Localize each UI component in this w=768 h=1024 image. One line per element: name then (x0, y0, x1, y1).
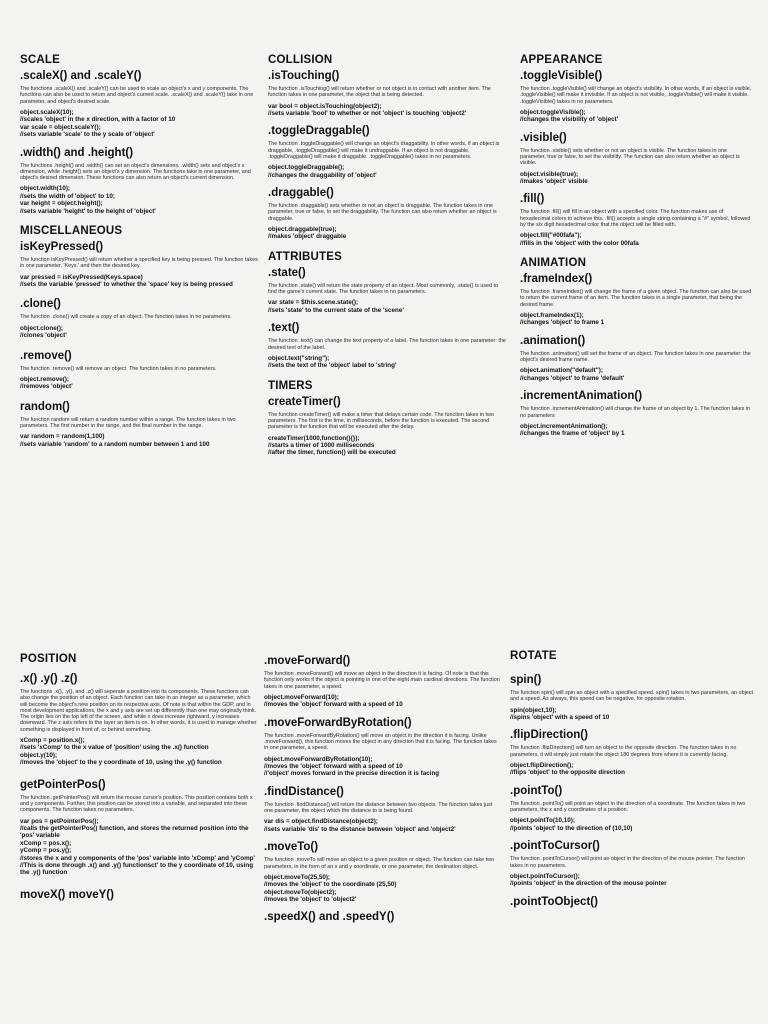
function-description: The function .remove() will remove an object. The function takes in no parameters. (20, 365, 217, 372)
bottom-column-1 (20, 653, 258, 905)
function-name: random() (20, 400, 70, 413)
section-title-rotate: ROTATE (510, 650, 557, 662)
code-example: object.frameIndex(1); //changes 'object' to frame 1 (520, 312, 605, 327)
function-description: The function .toggleDraggable() will change an object's draggability. In other words, if an object is draggable, .toggleDraggable() will make it undraggable. If an object is not draggable, .toggleDraggable() will make it draggable. .toggleDraggable() takes in no parameters. (268, 141, 500, 160)
section-title-collision: COLLISION (268, 54, 333, 66)
function-description: The function .flipDirection() will turn an object to the opposite direction. The function takes in no parameters, it will simply just rotate the object 180 degrees from where it is currently facing. (510, 745, 737, 758)
code-example: object.draggable(true); //makes 'object' draggable (268, 226, 347, 241)
function-name: .pointToCursor() (510, 840, 600, 853)
function-description: The function spin() will spin an object with a specified speed. spin() takes in two parameters, an object and a speed. As always, this speed can be negative, for opposite rotation. (510, 690, 753, 703)
function-name: .text() (268, 322, 300, 335)
function-description: The function .incrementAnimation() will change the frame of an object by 1. The function takes in no parameters (520, 406, 751, 419)
function-description: The functions .height() and .width() can set an object's dimensions. .width() sets and object's x dimension, while .height() sets an object's y dimension. The functions take in one parameter, and object's desired dimension. These functions can also return an object's current dimension. (20, 162, 251, 182)
code-example: object.pointTo(10,10); //points 'object' to the direction of (10,10) (510, 817, 633, 832)
top-column-3 (520, 54, 754, 440)
function-name: spin() (510, 674, 542, 686)
section-title-scale: SCALE (20, 54, 60, 66)
function-description: The function .findDistance() will return the distance between two objects. The function takes just one parameter, the object which the distance to is being found. (264, 801, 493, 815)
function-name: .x() .y() .z() (20, 673, 78, 685)
function-name: isKeyPressed() (20, 241, 104, 254)
section-title-miscellaneous: MISCELLANEOUS (20, 225, 123, 238)
section-title-attributes: ATTRIBUTES (268, 250, 342, 263)
function-name: .draggable() (268, 187, 334, 200)
function-description: The function .toggleVisible() will change an object's visibility. In other words, if an object is visible, .toggleVisible() will make it invisible. If an object is not visible, .toggleVisible() will make it visible. .toggleVisible() takes in no parameters. (520, 86, 752, 105)
function-name: .visible() (520, 131, 567, 144)
code-example: xComp = position.x(); //sets 'xComp' to the x value of 'position' using the .x() function object.y(10); //moves the 'object' to the y coordinate of 10, using the .y() function (20, 737, 222, 767)
code-example: var state = $this.scene.state(); //sets 'state' to the current state of the 'scene' (268, 299, 404, 314)
section-title-animation: ANIMATION (520, 257, 587, 270)
function-name: getPointerPos() (20, 778, 106, 791)
code-example: object.remove(); //removes 'object' (20, 375, 73, 391)
code-example: object.animation("default"); //changes 'object' to frame 'default' (520, 367, 625, 382)
function-name: .findDistance() (264, 785, 344, 798)
code-example: object.clone(); //clones 'object' (20, 324, 67, 340)
code-example: var pressed = isKeyPressed(Keys.space) //sets the variable 'pressed' to whether the 'space' key is being pressed (20, 273, 233, 289)
bottom-column-3 (510, 650, 754, 912)
function-name: .incrementAnimation() (520, 390, 643, 403)
code-example: var random = random(1,100) //sets variable 'random' to a random number between 1 and 100 (20, 433, 210, 448)
function-description: The function .moveForwardByRotation() will move an object in the direction it is facing. Unlike .moveForward(), this function moves the object in any direction that it is facing. The function takes in one parameter, a speed. (264, 732, 497, 752)
function-name: moveX() moveY() (20, 888, 114, 901)
code-example: object.visible(true); //makes 'object' visible (520, 170, 588, 185)
code-example: createTimer(1000,function(){}); //starts a timer of 1000 milliseconds //after the timer, function() will be executed (268, 434, 396, 457)
function-name: .toggleDraggable() (268, 125, 370, 138)
function-name: .toggleVisible() (520, 70, 603, 82)
code-example: object.width(10); //sets the width of 'object' to 10; var height = object.height(); //sets variable 'height' to the height of 'object' (20, 185, 156, 215)
code-example: var bool = object.isTouching(object2); //sets variable 'bool' to whether or not 'object' is touching 'object2' (268, 102, 467, 117)
function-name: .pointToObject() (510, 895, 598, 908)
function-description: The function .moveTo will move an object to a given position or object. The function can take two parameters, in the form of an x and y coordinate, or one parameter, the destination object. (264, 857, 495, 870)
function-name: .clone() (20, 298, 61, 311)
function-name: .frameIndex() (520, 273, 593, 286)
function-name: .moveTo() (264, 841, 319, 854)
function-description: The function .draggable() sets whether or not an object is draggable. The function takes in one parameter, true or false, to set the draggability. The function can also return whether an object is draggable. (268, 203, 497, 222)
code-example: object.pointToCursor(); //points 'object' in the direction of the mouse pointer (510, 872, 667, 888)
function-name: .speedX() and .speedY() (264, 911, 395, 924)
code-example: object.moveForward(10); //moves the 'object' forward with a speed of 10 (264, 693, 403, 709)
section-title-appearance: APPEARANCE (520, 54, 603, 66)
code-example: var pos = getPointerPos(); //calls the getPointerPos() function, and stores the returned position into the 'pos' variable xComp = pos.x(); yComp = pos.y(); //stores the x and y components of the 'pos' variable into 'xComp' and 'yComp' //This is done through .x() and .y() functionsct' to the y coordinate of 10, using the .y() function (20, 817, 256, 877)
code-example: var dis = object.findDistance(object2); //sets variable 'dis' to the distance between 'object' and 'object2' (264, 818, 456, 833)
function-description: The function .isTouching() will return whether or not object is in contact with another item. The function takes in one parameter, the object that is being detected. (268, 86, 491, 99)
function-description: The function .frameIndex() will change the frame of a given object. The function can also be used to return the current frame of an item. The function takes in a single parameter, that being the desired frame. (520, 289, 752, 308)
function-description: The functions .scaleX() and .scaleY() can be used to scale an object's x and y components. The functions can also be used to return and object's current scale. .scaleX() and .scaleY() take in one parameter, and object's desired scale. (20, 86, 254, 105)
function-description: The function createTimer() will make a timer that delays certain code. The function takes in two parameters. The first is the time, in milliseconds, before the function is executed. The second parameter is the function that will be executed after the delay. (268, 411, 494, 431)
bottom-column-2 (264, 653, 500, 927)
function-name: .scaleX() and .scaleY() (20, 70, 142, 82)
function-description: The function .animation() will set the frame of an object. The function takes in one parameter: the object's desired frame name. (520, 350, 751, 364)
function-name: .flipDirection() (510, 729, 588, 742)
function-description: The function .text() can change the text property of a label. The function takes in one parameter: the desired text of the label. (268, 338, 506, 351)
function-description: The function .pointToCursor() will point an object in the direction of the mouse pointer. The function takes in no parameters. (510, 856, 745, 869)
code-example: spin(object,10); //spins 'object' with a speed of 10 (510, 706, 610, 721)
function-description: The functions .x(), .y(), and .z() will seperate a position into its components. These functions can also change the position of an object. Each function can take in an integer as a parameter, which will become the object's new position on its respective axis. Of note is that within the GDP, and in most development applications, the x and y axis are set up differently than one may originally think. The origin lies on the top left of the screen, and while x does increase rightward, y increases downward. The z axis refers to the layer an item is on. In other words, it is used to manage whether something is displayed in front of, or behind something. (20, 689, 257, 733)
function-name: .fill() (520, 193, 545, 206)
function-description: The function .fill() will fill in an object with a specified color. The function makes use of hexadecimal colors to achieve this. .fill() accepts a single string containing a "#" symbol, followed by the six digit hexadecimal color that the object will be filled with. (520, 209, 751, 228)
function-name: .moveForward() (264, 655, 351, 667)
code-example: object.text("string"); //sets the text of the 'object' label to 'string' (268, 354, 397, 370)
top-column-1 (20, 54, 258, 450)
function-description: The function .getPointerPos() will return the mouse cursor's position. This position contains both x and y components. Further, this position can be stored into a variable, and separated into these components. The function takes no parameters. (20, 794, 253, 814)
function-name: .isTouching() (268, 70, 340, 82)
function-name: .width() and .height() (20, 146, 134, 159)
function-name: .moveForwardByRotation() (264, 716, 412, 729)
section-title-timers: TIMERS (268, 379, 313, 392)
function-description: The function .pointTo() will point an object in the direction of a coordinate. The function takes in two parameters, the x and y coordinates of a position. (510, 800, 746, 814)
section-title-position: POSITION (20, 653, 77, 665)
function-name: createTimer() (268, 395, 341, 408)
function-name: .animation() (520, 334, 586, 347)
code-example: object.moveTo(25,50); //moves the 'object' to the coordinate (25,50) object.moveTo(object2); //moves the 'object' to 'object2' (264, 873, 397, 904)
top-column-2 (268, 54, 508, 459)
code-example: object.flipDirection(); //flips 'object' to the opposite direction (510, 762, 625, 777)
function-description: The function .state() will return the state property of an object. Most commonly, .state() is used to find the game's current state. The function takes in no parameters. (268, 282, 498, 296)
code-example: object.fill("#00fafa"); //fills in the 'object' with the color 00fafa (520, 232, 639, 247)
code-example: object.toggleDraggable(); //changes the draggability of 'object' (268, 164, 377, 179)
code-example: object.scaleX(10); //scales 'object' in the x direction, with a factor of 10 var scale = object.scaleY(); //sets variable 'scale' to the y scale of 'object' (20, 108, 176, 139)
code-example: object.toggleVisible(); //changes the visibility of 'object' (520, 108, 619, 124)
code-example: object.moveForwardByRotation(10); //moves the 'object' forward with a speed of 10 //'object' moves forward in the precise direction it is facing (264, 755, 440, 778)
function-description: The function isKeyPressed() will return whether a specified key is being pressed. The function takes in one parameter, 'Keys.' and then the desired key. (20, 257, 258, 270)
code-example: object.incrementAnimation(); //changes the frame of 'object' by 1 (520, 422, 625, 438)
function-description: The function random will return a random number within a range. The function takes in two parameters. The first number in the range, and the final number in the range. (20, 416, 236, 429)
function-description: The function .visible() sets whether or not an object is visible. The function takes in one parameter, true or false, to set the visibility. The function can also return whether an object is visible. (520, 147, 740, 167)
function-name: .pointTo() (510, 784, 563, 797)
function-name: .remove() (20, 349, 72, 362)
function-description: The function .moveForward() will move an object in the direction it is facing. Of note is that this function only works if the object is pointing in one of the eight main cardinal directions. The function takes in one parameter, a speed. (264, 671, 500, 690)
function-description: The function .clone() will create a copy of an object. The function takes in no parameters. (20, 314, 232, 321)
function-name: .state() (268, 266, 306, 279)
